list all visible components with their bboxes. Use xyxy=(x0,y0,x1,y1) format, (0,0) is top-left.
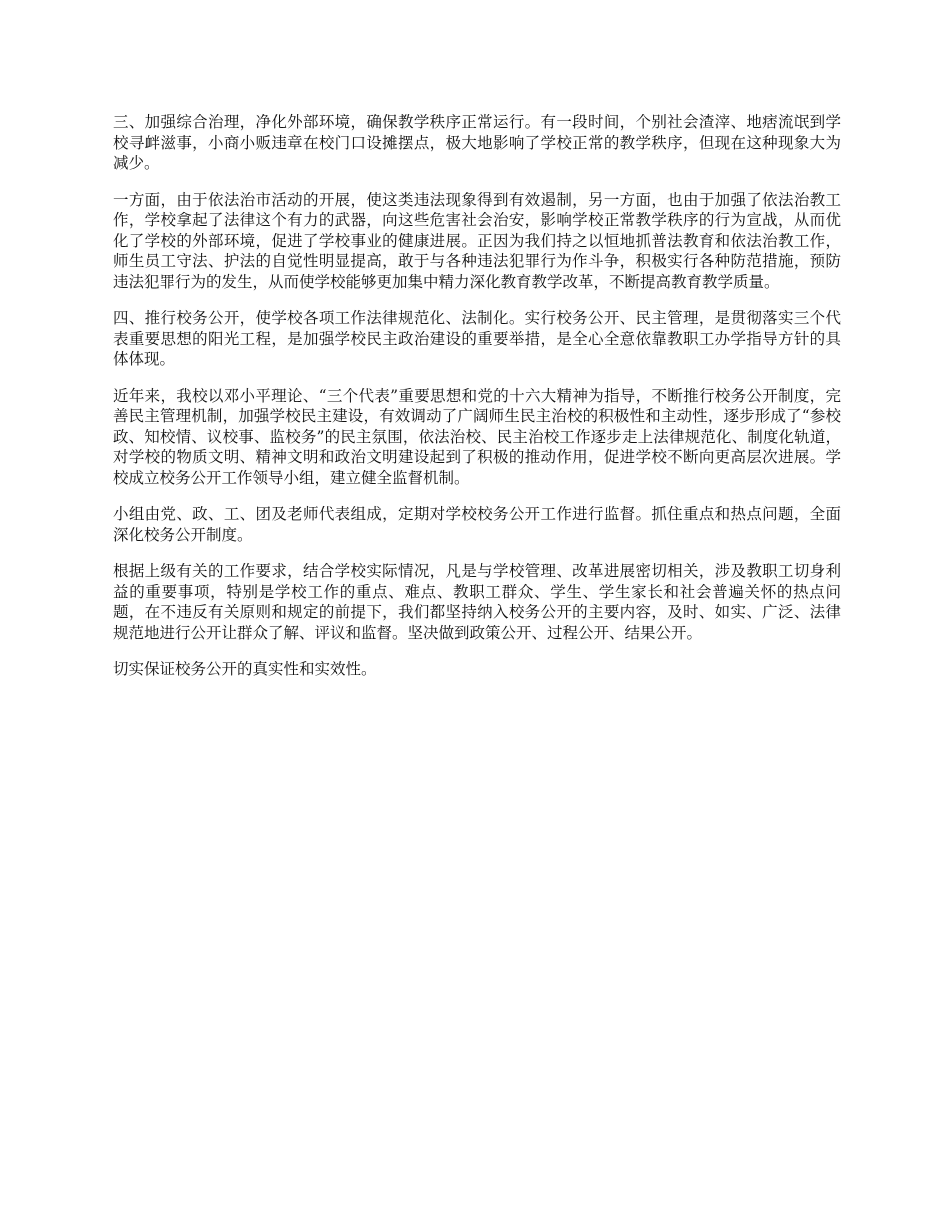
paragraph-7: 切实保证校务公开的真实性和实效性。 xyxy=(113,660,377,678)
paragraph-1: 三、加强综合治理，净化外部环境，确保教学秩序正常运行。有一段时间，个别社会渣滓、地痞流氓到学校寻衅滋事，小商小贩违章在校门口设摊摆点，极大地影响了学校正常的教学秩序，但现在这种现象大为减少。 xyxy=(113,113,841,172)
paragraph-6: 根据上级有关的工作要求，结合学校实际情况，凡是与学校管理、改革进展密切相关，涉及教职工切身利益的重要事项，特别是学校工作的重点、难点、教职工群众、学生、学生家长和社会普遍关怀的热点问题，在不违反有关原则和规定的前提下，我们都坚持纳入校务公开的主要内容，及时、如实、广泛、法律规范地进行公开让群众了解、评议和监督。坚决做到政策公开、过程公开、结果公开。 xyxy=(113,562,841,642)
paragraph-3: 四、推行校务公开，使学校各项工作法律规范化、法制化。实行校务公开、民主管理，是贯彻落实三个代表重要思想的阳光工程，是加强学校民主政治建设的重要举措，是全心全意依靠教职工办学指导方针的具体体现。 xyxy=(113,309,841,368)
paragraph-5: 小组由党、政、工、团及老师代表组成，定期对学校校务公开工作进行监督。抓住重点和热点问题，全面深化校务公开制度。 xyxy=(113,505,841,544)
paragraph-2: 一方面，由于依法治市活动的开展，使这类违法现象得到有效遏制，另一方面，也由于加强了依法治教工作，学校拿起了法律这个有力的武器，向这些危害社会治安，影响学校正常教学秩序的行为宣战，从而优化了学校的外部环境，促进了学校事业的健康进展。正因为我们持之以恒地抓普法教育和依法治教工作，师生员工守法、护法的自觉性明显提高，敢于与各种违法犯罪行为作斗争，积极实行各种防范措施，预防违法犯罪行为的发生，从而使学校能够更加集中精力深化教育教学改革，不断提高教育教学质量。 xyxy=(113,190,841,291)
paragraph-4: 近年来，我校以邓小平理论、“三个代表”重要思想和党的十六大精神为指导，不断推行校务公开制度，完善民主管理机制，加强学校民主建设，有效调动了广阔师生民主治校的积极性和主动性，逐步形成了“参校政、知校情、议校事、监校务”的民主氛围，依法治校、民主治校工作逐步走上法律规范化、制度化轨道，对学校的物质文明、精神文明和政治文明建设起到了积极的推动作用，促进学校不断向更高层次进展。学校成立校务公开工作领导小组，建立健全监督机制。 xyxy=(113,386,841,487)
document-page xyxy=(113,112,841,696)
